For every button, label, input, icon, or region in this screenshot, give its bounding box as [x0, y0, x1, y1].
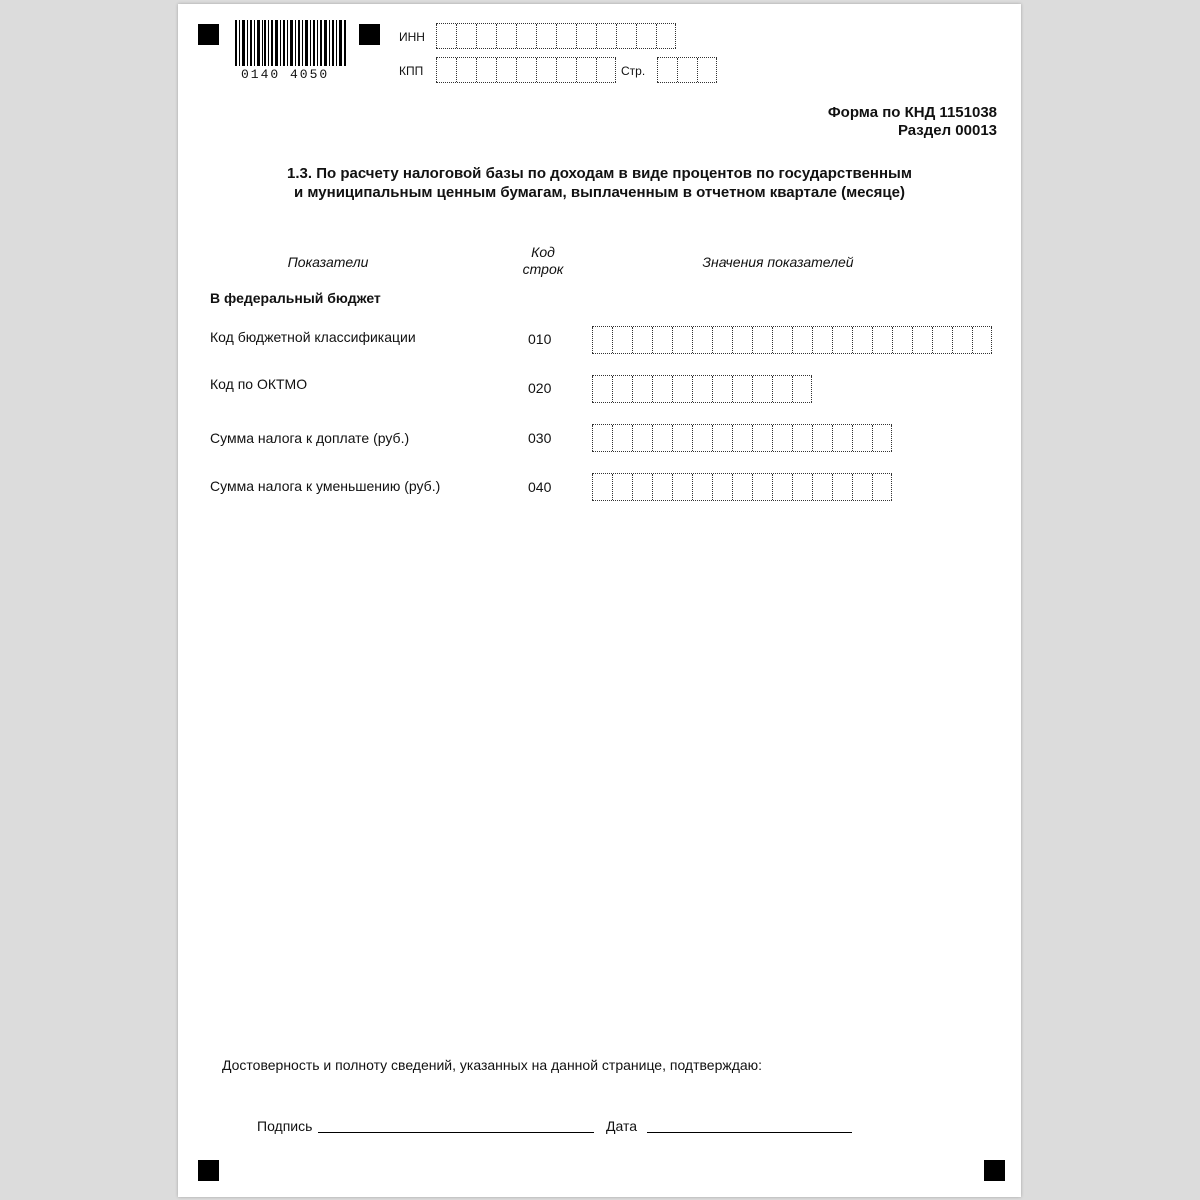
row-030-cell[interactable]: [652, 425, 672, 451]
row-030-cell[interactable]: [752, 425, 772, 451]
row-030-cell[interactable]: [592, 425, 612, 451]
row-040-cell[interactable]: [792, 474, 812, 500]
section-code: Раздел 00013: [897, 122, 997, 139]
row-010-cell[interactable]: [632, 327, 652, 353]
kpp-cell[interactable]: [496, 58, 516, 82]
section-title: [208, 164, 991, 202]
inn-cell[interactable]: [496, 24, 516, 48]
inn-cell[interactable]: [456, 24, 476, 48]
corner-marker-top-left: [198, 24, 219, 45]
tax-payable-field[interactable]: [592, 424, 892, 452]
inn-cell[interactable]: [556, 24, 576, 48]
kpp-cell[interactable]: [456, 58, 476, 82]
row-010-cell[interactable]: [772, 327, 792, 353]
inn-cell[interactable]: [536, 24, 556, 48]
row-010-cell[interactable]: [592, 327, 612, 353]
column-header-code-line-2: строк: [522, 261, 564, 277]
row-code-010: 010: [528, 331, 552, 347]
row-010-cell[interactable]: [812, 327, 832, 353]
tax-decrease-field[interactable]: [592, 473, 892, 501]
row-030-cell[interactable]: [872, 425, 892, 451]
row-020-cell[interactable]: [732, 376, 752, 402]
row-040-cell[interactable]: [852, 474, 872, 500]
inn-cell[interactable]: [476, 24, 496, 48]
column-header-values: Значения показателей: [702, 254, 854, 270]
row-040-cell[interactable]: [632, 474, 652, 500]
section-title-line-2: и муниципальным ценным бумагам, выплаченным в отчетном квартале (месяце): [294, 184, 905, 201]
oktmo-code-field[interactable]: [592, 375, 812, 403]
page-number-cell[interactable]: [657, 58, 677, 82]
page-number-field[interactable]: [657, 57, 717, 83]
row-010-cell[interactable]: [752, 327, 772, 353]
kpp-cell[interactable]: [516, 58, 536, 82]
row-code-020: 020: [528, 380, 552, 396]
row-030-cell[interactable]: [612, 425, 632, 451]
kpp-cell[interactable]: [576, 58, 596, 82]
inn-cell[interactable]: [616, 24, 636, 48]
date-line[interactable]: [647, 1132, 852, 1133]
row-010-cell[interactable]: [612, 327, 632, 353]
row-020-cell[interactable]: [652, 376, 672, 402]
row-040-cell[interactable]: [812, 474, 832, 500]
inn-cell[interactable]: [656, 24, 676, 48]
row-010-cell[interactable]: [712, 327, 732, 353]
row-040-cell[interactable]: [592, 474, 612, 500]
signature-line[interactable]: [318, 1132, 594, 1133]
row-010-cell[interactable]: [952, 327, 972, 353]
row-020-cell[interactable]: [792, 376, 812, 402]
kpp-cell[interactable]: [476, 58, 496, 82]
row-010-cell[interactable]: [732, 327, 752, 353]
corner-marker-bottom-left: [198, 1160, 219, 1181]
row-030-cell[interactable]: [632, 425, 652, 451]
row-label-020: Код по ОКТМО: [210, 376, 308, 392]
inn-cell[interactable]: [576, 24, 596, 48]
row-010-cell[interactable]: [652, 327, 672, 353]
row-020-cell[interactable]: [592, 376, 612, 402]
row-label-030: Сумма налога к доплате (руб.): [210, 430, 410, 446]
row-030-cell[interactable]: [692, 425, 712, 451]
row-030-cell[interactable]: [732, 425, 752, 451]
form-page: [178, 4, 1021, 1197]
page-label: Стр.: [621, 64, 646, 78]
corner-marker-top-right: [359, 24, 380, 45]
row-010-cell[interactable]: [832, 327, 852, 353]
row-label-010: Код бюджетной классификации: [210, 329, 416, 345]
row-030-cell[interactable]: [792, 425, 812, 451]
row-030-cell[interactable]: [832, 425, 852, 451]
row-010-cell[interactable]: [672, 327, 692, 353]
row-040-cell[interactable]: [652, 474, 672, 500]
row-040-cell[interactable]: [612, 474, 632, 500]
kpp-label: КПП: [399, 64, 424, 78]
kpp-cell[interactable]: [556, 58, 576, 82]
kpp-cell[interactable]: [436, 58, 456, 82]
row-010-cell[interactable]: [932, 327, 952, 353]
kpp-cell[interactable]: [536, 58, 556, 82]
row-label-040: Сумма налога к уменьшению (руб.): [210, 478, 441, 494]
row-010-cell[interactable]: [912, 327, 932, 353]
row-020-cell[interactable]: [752, 376, 772, 402]
row-020-cell[interactable]: [692, 376, 712, 402]
row-040-cell[interactable]: [832, 474, 852, 500]
row-020-cell[interactable]: [712, 376, 732, 402]
confirmation-text: Достоверность и полноту сведений, указанных на данной странице, подтверждаю:: [222, 1057, 763, 1073]
row-040-cell[interactable]: [872, 474, 892, 500]
column-header-indicators: Показатели: [287, 254, 369, 270]
inn-label: ИНН: [399, 30, 425, 44]
column-header-code-line-1: Код: [531, 244, 555, 260]
corner-marker-bottom-right: [984, 1160, 1005, 1181]
row-010-cell[interactable]: [892, 327, 912, 353]
row-010-cell[interactable]: [692, 327, 712, 353]
signature-label: Подпись: [257, 1118, 313, 1134]
barcode-icon: [233, 20, 349, 66]
form-header: [828, 104, 997, 140]
row-020-cell[interactable]: [612, 376, 632, 402]
budget-classification-code-field[interactable]: [592, 326, 992, 354]
row-030-cell[interactable]: [672, 425, 692, 451]
row-010-cell[interactable]: [852, 327, 872, 353]
row-040-cell[interactable]: [712, 474, 732, 500]
row-020-cell[interactable]: [772, 376, 792, 402]
column-header-code: [508, 244, 578, 278]
row-010-cell[interactable]: [872, 327, 892, 353]
row-010-cell[interactable]: [972, 327, 992, 353]
row-040-cell[interactable]: [672, 474, 692, 500]
row-030-cell[interactable]: [852, 425, 872, 451]
section-title-line-1: 1.3. По расчету налоговой базы по доходам в виде процентов по государственным: [287, 165, 912, 182]
row-020-cell[interactable]: [632, 376, 652, 402]
inn-field[interactable]: [436, 23, 676, 49]
form-code: Форма по КНД 1151038: [827, 104, 997, 121]
row-code-030: 030: [528, 430, 552, 446]
inn-cell[interactable]: [436, 24, 456, 48]
row-040-cell[interactable]: [732, 474, 752, 500]
page-number-cell[interactable]: [697, 58, 717, 82]
barcode-number: 0140 4050: [241, 67, 330, 82]
row-code-040: 040: [528, 479, 552, 495]
row-030-cell[interactable]: [812, 425, 832, 451]
row-030-cell[interactable]: [712, 425, 732, 451]
kpp-field[interactable]: [436, 57, 616, 83]
row-030-cell[interactable]: [772, 425, 792, 451]
inn-cell[interactable]: [636, 24, 656, 48]
kpp-cell[interactable]: [596, 58, 616, 82]
row-040-cell[interactable]: [772, 474, 792, 500]
date-label: Дата: [606, 1118, 638, 1134]
row-040-cell[interactable]: [692, 474, 712, 500]
row-040-cell[interactable]: [752, 474, 772, 500]
inn-cell[interactable]: [596, 24, 616, 48]
row-010-cell[interactable]: [792, 327, 812, 353]
row-020-cell[interactable]: [672, 376, 692, 402]
group-title-federal-budget: В федеральный бюджет: [210, 290, 381, 306]
page-number-cell[interactable]: [677, 58, 697, 82]
inn-cell[interactable]: [516, 24, 536, 48]
